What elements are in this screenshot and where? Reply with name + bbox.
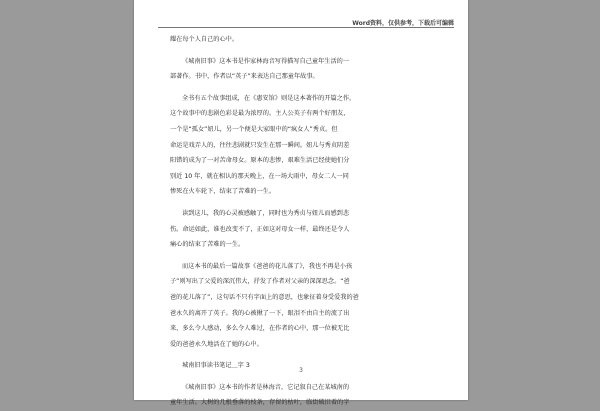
text-line: 一个是“孤女”妞儿，另一个便是大家眼中的“疯女人”秀贞。但: [170, 125, 338, 133]
text-line: 惨死在火车轮下，结束了苦难的一生。: [170, 188, 276, 196]
text-line: 子”则写出了父爱的深沉伟大，抒发了作者对父亲的深深思念。“爸: [170, 278, 350, 286]
text-line: 命运是戏弄人的，往往悲剧就只发生在那一瞬间。妞儿与秀贞阴差: [170, 141, 350, 149]
text-line: 《城南旧事》这本书的作者是林海音，它记叙自己在某城南的: [182, 383, 350, 391]
text-line: 耀在每个人自己的心中。: [170, 36, 239, 43]
document-page: [134, 0, 468, 407]
header-divider: [158, 27, 454, 28]
text-line: 爸的花儿落了”，这句话不只有字面上的意思，也象征着身受爱我的爸: [170, 293, 359, 301]
text-line: 爱的爸爸永久地活在了她的心中。: [170, 340, 263, 348]
text-line: 而这本书的最后一篇故事《爸爸的花儿落了》，我也不再是小孩: [182, 262, 353, 270]
page-header-note: Word资料，仅供参考，下载后可编辑: [352, 20, 454, 27]
text-line: 伤。命运如此，谁也改变不了，正如这对母女一样，最终还是令人: [170, 225, 350, 233]
text-line: 童年生活。大树的几根垂落的枝条，存留的枯叶，临街破旧着的字: [170, 399, 350, 407]
text-line: 阳错的成为了一对苦命母女。原本的悲惨，艰难生活已经使她们分: [170, 157, 350, 165]
text-line: 部著作。书中，作者以“英子”来表达自己那童年故事。: [170, 73, 319, 81]
text-line: 读到这儿，我的心灵被感触了，同时也为秀贞与妞儿而感到悲: [182, 209, 350, 217]
document-body: [170, 32, 432, 411]
text-line: 爸永久的离开了英子。我的心被揪了一下，眼泪不由自主的流了出: [170, 309, 350, 317]
text-line: 来，多么令人感动，多么令人难过，在作者的心中，那一位被无比: [170, 325, 350, 333]
text-line: 别近 10 年，就在相认的那天晚上，在一场大雨中，母女二人一同: [170, 172, 349, 180]
text-line: 痛心的结束了苦难的一生。: [170, 241, 245, 249]
text-line: 全书有五个故事组成，在《惠安馆》则是这本著作的开篇之作，: [182, 94, 356, 102]
section-heading: 城南旧事读书笔记＿字 3: [182, 362, 250, 370]
text-line: 《城南旧事》这本书是作家林海音写得描写自己童年生活的一: [182, 57, 350, 65]
text-line: 这个故事中的悲剧色彩是最为浓厚的。主人公英子有两个好朋友，: [170, 110, 350, 118]
page-number: 3: [299, 367, 303, 374]
